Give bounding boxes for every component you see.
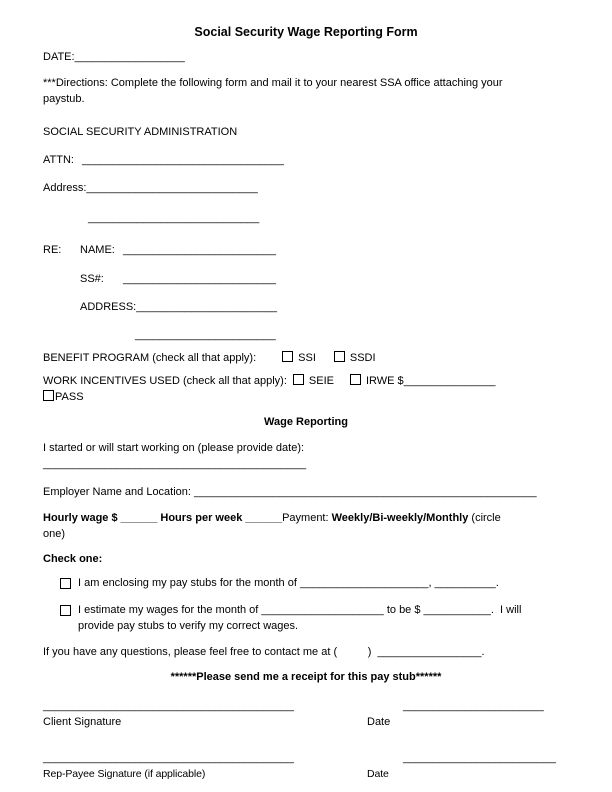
rep-payee-signature-line[interactable]: _________________________________________ <box>43 752 294 764</box>
re-address-row-2 <box>43 327 569 343</box>
employer-row <box>43 484 569 500</box>
re-address-blank-1[interactable]: _______________________ <box>136 301 277 313</box>
irwe-blank[interactable]: _______________ <box>403 375 496 387</box>
date-row <box>43 49 569 65</box>
employer-blank[interactable]: ________________________________________________________ <box>194 486 537 498</box>
irwe-label: IRWE $ <box>365 375 404 387</box>
contact-text: If you have any questions, please feel free to contact me at ( <box>43 646 338 658</box>
enclosing-checkbox[interactable] <box>60 578 71 589</box>
form-title-text: Social Security Wage Reporting Form <box>194 25 418 39</box>
check-one-heading <box>43 551 569 567</box>
start-date-label: I started or will start working on (please provide date): <box>43 442 308 454</box>
wage-reporting-heading-text: Wage Reporting <box>264 416 348 428</box>
re-ssn-row <box>43 271 569 287</box>
re-ssn-blank[interactable]: _________________________ <box>123 273 276 285</box>
re-ssn-label: SS#: <box>80 273 104 285</box>
enclosing-end: . <box>495 577 499 589</box>
contact-row <box>43 644 569 660</box>
payment-options[interactable]: Weekly/Bi-weekly/Monthly <box>331 512 469 524</box>
check-option-estimate <box>43 602 569 634</box>
payment-label: Payment: <box>282 512 332 524</box>
work-incentives-label: WORK INCENTIVES USED (check all that apply): <box>43 375 287 387</box>
address-row-2 <box>43 210 569 226</box>
enclosing-sep: , <box>428 577 435 589</box>
address-blank-2[interactable]: ____________________________ <box>88 212 260 224</box>
estimate-month-blank[interactable]: ____________________ <box>261 604 384 616</box>
seie-label: SEIE <box>308 375 334 387</box>
re-name-blank[interactable]: _________________________ <box>123 244 276 256</box>
estimate-checkbox[interactable] <box>60 605 71 616</box>
wage-rate-row <box>43 510 569 542</box>
hourly-wage-label: Hourly wage $ ______ Hours per week ______ <box>43 512 283 524</box>
rep-payee-signature-lines <box>43 750 569 766</box>
client-date-label: Date <box>367 716 391 728</box>
address-label: Address: <box>43 182 87 194</box>
date-label: DATE: <box>43 51 75 63</box>
address-blank-1[interactable]: ____________________________ <box>86 182 258 194</box>
employer-label: Employer Name and Location: <box>43 486 195 498</box>
address-row <box>43 180 569 196</box>
circle-one-note-wrap: one) <box>43 528 66 540</box>
seie-checkbox[interactable] <box>293 374 304 385</box>
benefit-option-ssdi <box>334 352 376 364</box>
work-option-seie <box>293 375 334 387</box>
rep-payee-signature-labels <box>43 766 569 782</box>
wage-reporting-heading <box>43 414 569 430</box>
directions-line2: paystub. <box>43 93 85 105</box>
circle-one-note: (circle <box>468 512 501 524</box>
work-incentives-row <box>43 373 569 389</box>
estimate-line2: provide pay stubs to verify my correct wages. <box>78 620 299 632</box>
client-signature-lines <box>43 698 569 714</box>
benefit-option-ssi <box>282 352 316 364</box>
enclosing-text: I am enclosing my pay stubs for the month of <box>78 577 300 589</box>
ssi-checkbox[interactable] <box>282 351 293 362</box>
irwe-checkbox[interactable] <box>350 374 361 385</box>
contact-close-paren: ) <box>367 646 378 658</box>
contact-end: . <box>481 646 485 658</box>
attn-label: ATTN: <box>43 154 74 166</box>
client-date-line[interactable]: _______________________ <box>403 700 544 712</box>
re-address-blank-2[interactable]: _______________________ <box>135 329 276 341</box>
receipt-note-text: ******Please send me a receipt for this pay stub****** <box>170 671 442 683</box>
start-date-row <box>43 440 569 472</box>
client-signature-labels <box>43 714 569 730</box>
check-option-enclosing <box>43 575 569 591</box>
area-code-gap[interactable] <box>337 646 368 658</box>
attn-row <box>43 152 569 168</box>
estimate-end: . I will <box>490 604 522 616</box>
date-blank[interactable]: __________________ <box>74 51 185 63</box>
estimate-mid: to be $ <box>383 604 424 616</box>
enclosing-month-blank[interactable]: _____________________ <box>299 577 429 589</box>
start-date-blank[interactable]: ___________________________________________ <box>43 458 307 470</box>
work-option-irwe <box>350 375 495 387</box>
re-name-label: NAME: <box>80 244 115 256</box>
estimate-text: I estimate my wages for the month of <box>78 604 262 616</box>
rep-payee-date-line[interactable]: _________________________ <box>403 752 556 764</box>
rep-payee-date-label: Date <box>367 768 389 780</box>
re-name-row <box>43 242 569 258</box>
pass-label: PASS <box>55 391 84 403</box>
re-label: RE: <box>43 244 62 256</box>
re-address-row <box>43 299 569 315</box>
directions <box>43 75 569 107</box>
directions-line1: ***Directions: Complete the following form and mail it to your nearest SSA office attaching your <box>43 77 503 89</box>
phone-blank[interactable]: _________________ <box>377 646 482 658</box>
estimate-amount-blank[interactable]: ___________ <box>423 604 491 616</box>
ssa-heading-text: SOCIAL SECURITY ADMINISTRATION <box>43 126 238 138</box>
ssa-heading <box>43 124 569 140</box>
benefit-program-label: BENEFIT PROGRAM (check all that apply): <box>43 352 257 364</box>
attn-blank[interactable]: _________________________________ <box>81 154 284 166</box>
pass-row <box>43 389 569 405</box>
enclosing-year-blank[interactable]: __________ <box>434 577 496 589</box>
client-signature-label: Client Signature <box>43 716 122 728</box>
re-address-label: ADDRESS: <box>80 301 137 313</box>
ssi-label: SSI <box>298 352 316 364</box>
check-one-heading-text: Check one: <box>43 553 103 565</box>
client-signature-line[interactable]: _________________________________________ <box>43 700 294 712</box>
form-title <box>43 24 569 40</box>
rep-payee-signature-label: Rep-Payee Signature (if applicable) <box>43 768 206 780</box>
ssdi-label: SSDI <box>349 352 376 364</box>
receipt-note <box>43 669 569 685</box>
benefit-program-row <box>43 350 569 366</box>
pass-checkbox[interactable] <box>43 390 54 401</box>
ssdi-checkbox[interactable] <box>334 351 345 362</box>
